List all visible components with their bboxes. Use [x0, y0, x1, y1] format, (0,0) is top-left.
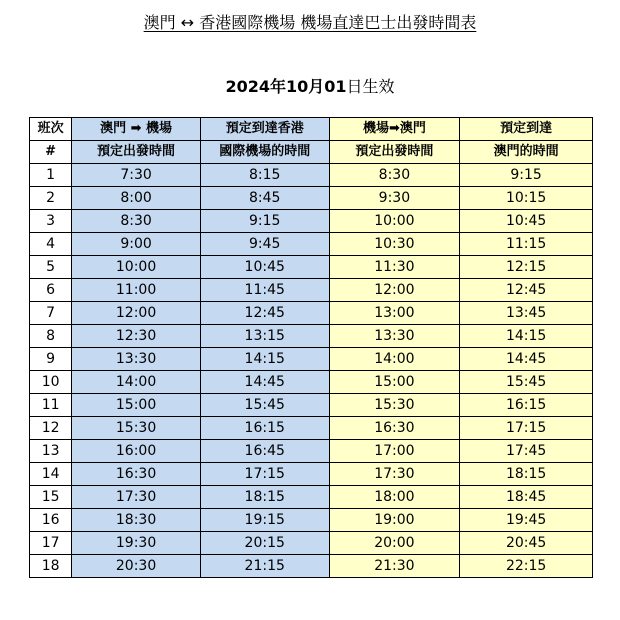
hk-airport-arrive-cell: 16:45 — [200, 440, 329, 463]
trip-number-cell: 18 — [30, 555, 72, 578]
schedule-rows — [30, 164, 593, 578]
macau-arrive-cell: 12:15 — [460, 256, 593, 279]
airport-depart-cell: 8:30 — [329, 164, 460, 187]
macau-arrive-cell: 14:15 — [460, 325, 593, 348]
header-hk-airport-arrival-time: 國際機場的時間 — [200, 141, 329, 164]
macau-depart-cell: 14:00 — [72, 371, 201, 394]
table-row — [30, 348, 593, 371]
header-macau-depart-time: 預定出發時間 — [72, 141, 201, 164]
macau-depart-cell: 15:00 — [72, 394, 201, 417]
trip-number-cell: 10 — [30, 371, 72, 394]
macau-depart-cell: 16:30 — [72, 463, 201, 486]
macau-depart-cell: 8:30 — [72, 210, 201, 233]
trip-number-cell: 8 — [30, 325, 72, 348]
airport-depart-cell: 15:30 — [329, 394, 460, 417]
hk-airport-arrive-cell: 11:45 — [200, 279, 329, 302]
table-row — [30, 233, 593, 256]
macau-arrive-cell: 20:45 — [460, 532, 593, 555]
document-title: 澳門 ↔ 香港國際機場 機場直達巴士出發時間表 — [143, 13, 477, 32]
table-row — [30, 486, 593, 509]
airport-depart-cell: 20:00 — [329, 532, 460, 555]
trip-number-cell: 17 — [30, 532, 72, 555]
hk-airport-arrive-cell: 14:45 — [200, 371, 329, 394]
airport-depart-cell: 10:00 — [329, 210, 460, 233]
macau-arrive-cell: 9:15 — [460, 164, 593, 187]
table-row — [30, 532, 593, 555]
table-row — [30, 509, 593, 532]
airport-depart-cell: 19:00 — [329, 509, 460, 532]
macau-depart-cell: 19:30 — [72, 532, 201, 555]
macau-depart-cell: 11:00 — [72, 279, 201, 302]
macau-arrive-cell: 11:15 — [460, 233, 593, 256]
macau-depart-cell: 20:30 — [72, 555, 201, 578]
airport-depart-cell: 11:30 — [329, 256, 460, 279]
hk-airport-arrive-cell: 9:45 — [200, 233, 329, 256]
macau-arrive-cell: 17:45 — [460, 440, 593, 463]
trip-number-cell: 14 — [30, 463, 72, 486]
table-row — [30, 187, 593, 210]
macau-depart-cell: 8:00 — [72, 187, 201, 210]
macau-arrive-cell: 14:45 — [460, 348, 593, 371]
trip-number-cell: 1 — [30, 164, 72, 187]
trip-number-cell: 6 — [30, 279, 72, 302]
airport-depart-cell: 9:30 — [329, 187, 460, 210]
macau-depart-cell: 12:30 — [72, 325, 201, 348]
header-trip-no-sub: # — [30, 141, 72, 164]
macau-depart-cell: 7:30 — [72, 164, 201, 187]
header-row-bottom — [30, 141, 593, 164]
hk-airport-arrive-cell: 12:45 — [200, 302, 329, 325]
trip-number-cell: 16 — [30, 509, 72, 532]
airport-depart-cell: 13:00 — [329, 302, 460, 325]
header-arrive-hk-airport: 預定到達香港 — [200, 118, 329, 141]
table-row — [30, 371, 593, 394]
table-row — [30, 394, 593, 417]
trip-number-cell: 11 — [30, 394, 72, 417]
macau-arrive-cell: 19:45 — [460, 509, 593, 532]
table-row — [30, 279, 593, 302]
hk-airport-arrive-cell: 21:15 — [200, 555, 329, 578]
trip-number-cell: 12 — [30, 417, 72, 440]
macau-depart-cell: 15:30 — [72, 417, 201, 440]
hk-airport-arrive-cell: 17:15 — [200, 463, 329, 486]
macau-arrive-cell: 18:45 — [460, 486, 593, 509]
hk-airport-arrive-cell: 18:15 — [200, 486, 329, 509]
trip-number-cell: 4 — [30, 233, 72, 256]
trip-number-cell: 9 — [30, 348, 72, 371]
hk-airport-arrive-cell: 10:45 — [200, 256, 329, 279]
header-macau-arrival-time: 澳門的時間 — [460, 141, 593, 164]
hk-airport-arrive-cell: 8:15 — [200, 164, 329, 187]
table-row — [30, 210, 593, 233]
table-row — [30, 417, 593, 440]
macau-depart-cell: 13:30 — [72, 348, 201, 371]
header-airport-to-macau: 機場➡澳門 — [329, 118, 460, 141]
hk-airport-arrive-cell: 8:45 — [200, 187, 329, 210]
hk-airport-arrive-cell: 14:15 — [200, 348, 329, 371]
table-row — [30, 555, 593, 578]
trip-number-cell: 5 — [30, 256, 72, 279]
schedule-table — [29, 117, 593, 578]
hk-airport-arrive-cell: 19:15 — [200, 509, 329, 532]
airport-depart-cell: 13:30 — [329, 325, 460, 348]
macau-depart-cell: 17:30 — [72, 486, 201, 509]
hk-airport-arrive-cell: 13:15 — [200, 325, 329, 348]
effective-date-suffix: 日生效 — [346, 77, 395, 96]
hk-airport-arrive-cell: 15:45 — [200, 394, 329, 417]
header-trip-no: 班次 — [30, 118, 72, 141]
table-row — [30, 440, 593, 463]
airport-depart-cell: 15:00 — [329, 371, 460, 394]
airport-depart-cell: 21:30 — [329, 555, 460, 578]
macau-depart-cell: 10:00 — [72, 256, 201, 279]
macau-arrive-cell: 17:15 — [460, 417, 593, 440]
trip-number-cell: 7 — [30, 302, 72, 325]
trip-number-cell: 2 — [30, 187, 72, 210]
effective-date — [0, 74, 620, 97]
macau-depart-cell: 12:00 — [72, 302, 201, 325]
macau-depart-cell: 9:00 — [72, 233, 201, 256]
macau-arrive-cell: 18:15 — [460, 463, 593, 486]
macau-depart-cell: 16:00 — [72, 440, 201, 463]
macau-arrive-cell: 16:15 — [460, 394, 593, 417]
macau-depart-cell: 18:30 — [72, 509, 201, 532]
macau-arrive-cell: 22:15 — [460, 555, 593, 578]
hk-airport-arrive-cell: 20:15 — [200, 532, 329, 555]
macau-arrive-cell: 15:45 — [460, 371, 593, 394]
trip-number-cell: 3 — [30, 210, 72, 233]
table-row — [30, 164, 593, 187]
airport-depart-cell: 12:00 — [329, 279, 460, 302]
trip-number-cell: 15 — [30, 486, 72, 509]
macau-arrive-cell: 10:15 — [460, 187, 593, 210]
table-row — [30, 325, 593, 348]
table-row — [30, 302, 593, 325]
hk-airport-arrive-cell: 16:15 — [200, 417, 329, 440]
macau-arrive-cell: 10:45 — [460, 210, 593, 233]
airport-depart-cell: 16:30 — [329, 417, 460, 440]
hk-airport-arrive-cell: 9:15 — [200, 210, 329, 233]
header-arrive-macau: 預定到達 — [460, 118, 593, 141]
header-airport-depart-time: 預定出發時間 — [329, 141, 460, 164]
trip-number-cell: 13 — [30, 440, 72, 463]
macau-arrive-cell: 12:45 — [460, 279, 593, 302]
header-macau-to-airport: 澳門 ➡ 機場 — [72, 118, 201, 141]
airport-depart-cell: 17:00 — [329, 440, 460, 463]
table-row — [30, 463, 593, 486]
airport-depart-cell: 17:30 — [329, 463, 460, 486]
effective-date-number: 2024年10月01 — [225, 77, 347, 96]
airport-depart-cell: 18:00 — [329, 486, 460, 509]
header-row-top — [30, 118, 593, 141]
airport-depart-cell: 14:00 — [329, 348, 460, 371]
table-row — [30, 256, 593, 279]
airport-depart-cell: 10:30 — [329, 233, 460, 256]
macau-arrive-cell: 13:45 — [460, 302, 593, 325]
